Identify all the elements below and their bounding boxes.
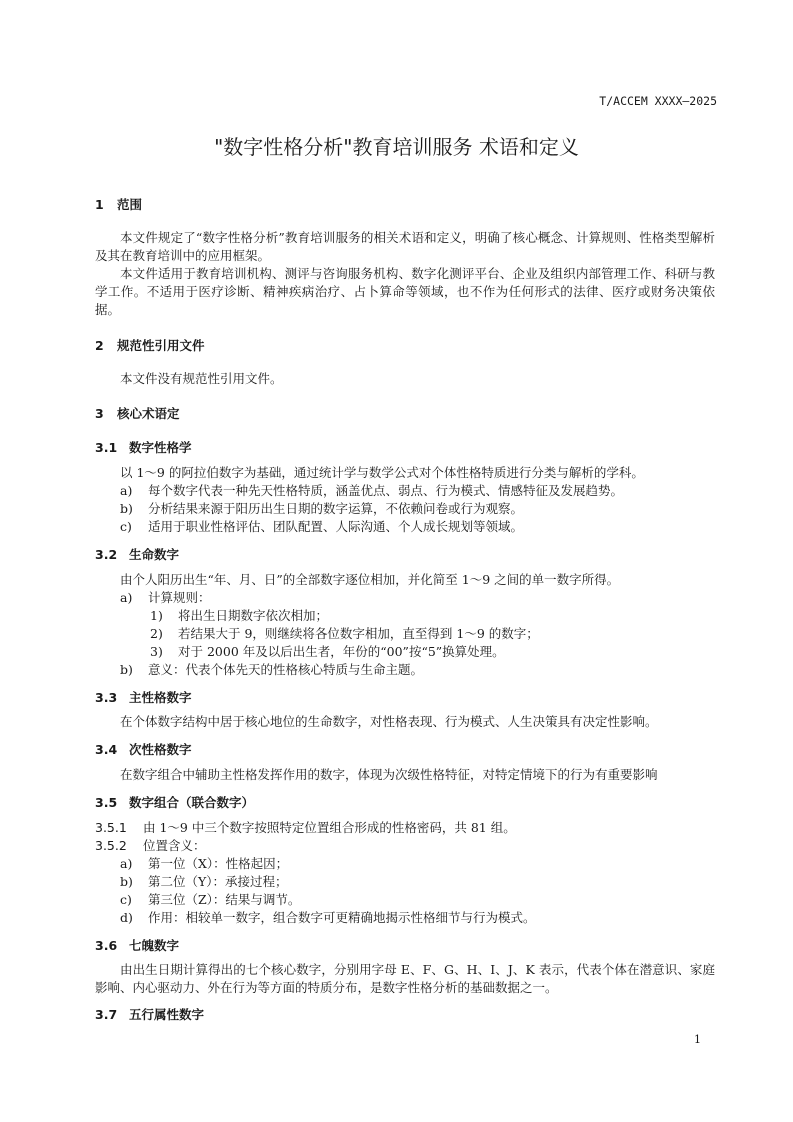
list-marker: 1): [150, 608, 163, 623]
term-number: 3.1: [95, 440, 118, 455]
list-item: [120, 589, 211, 607]
term-number: 3.6: [95, 938, 118, 953]
clause-3-5-1: [95, 819, 516, 837]
term-3-6-definition: 由出生日期计算得出的七个核心数字，分别用字母 E、F、G、H、I、J、K 表示，代表个体在潜意识、家庭影响、内心驱动力、外在行为等方面的特质分布，是数字性格分析的基础数据之一。: [95, 962, 715, 995]
normative-paragraph: 本文件没有规范性引用文件。: [120, 371, 283, 386]
list-marker: b): [120, 874, 133, 889]
list-marker: 2): [150, 626, 163, 641]
list-text: 意义：代表个体先天的性格核心特质与生命主题。: [148, 662, 424, 677]
term-title: 次性格数字: [129, 742, 192, 757]
sub-list-item: [150, 625, 539, 643]
list-text: 若结果大于 9，则继续将各位数字相加，直至得到 1～9 的数字；: [178, 626, 539, 641]
list-item: [120, 909, 536, 927]
list-item: [120, 482, 623, 500]
term-title: 数字性格学: [129, 440, 192, 455]
list-marker: c): [120, 519, 132, 534]
term-number: 3.2: [95, 547, 118, 562]
list-item: [120, 661, 423, 679]
term-number: 3.4: [95, 742, 118, 757]
list-item: [120, 891, 300, 909]
term-number: 3.7: [95, 1007, 118, 1022]
term-title: 主性格数字: [129, 690, 192, 705]
list-text: 分析结果来源于阳历出生日期的数字运算，不依赖问卷或行为观察。: [148, 501, 524, 516]
sub-list-item: [150, 607, 328, 625]
list-item: [120, 518, 523, 536]
clause-number: 3.5.1: [95, 820, 127, 835]
term-3-6-heading: [95, 936, 179, 954]
term-3-2-heading: [95, 545, 179, 563]
page-number: 1: [694, 1033, 701, 1046]
section-number: 3: [95, 406, 104, 421]
list-marker: a): [120, 590, 133, 605]
section-title: 核心术语定: [117, 406, 180, 421]
term-number: 3.3: [95, 690, 118, 705]
term-3-3-heading: [95, 688, 192, 706]
section-title: 范围: [117, 197, 143, 212]
term-3-4-definition: 在数字组合中辅助主性格发挥作用的数字，体现为次级性格特征，对特定情境下的行为有重要影响: [120, 767, 658, 782]
list-marker: b): [120, 501, 133, 516]
section-scope-heading: [95, 195, 142, 213]
section-normative-heading: [95, 336, 205, 354]
section-title: 规范性引用文件: [117, 338, 205, 353]
document-title: "数字性格分析"教育培训服务 术语和定义: [214, 135, 579, 159]
section-terms-heading: [95, 404, 180, 422]
term-title: 五行属性数字: [129, 1007, 205, 1022]
section-number: 2: [95, 338, 104, 353]
clause-text: 由 1～9 中三个数字按照特定位置组合形成的性格密码，共 81 组。: [143, 820, 516, 835]
term-title: 数字组合（联合数字）: [129, 795, 255, 810]
list-text: 每个数字代表一种先天性格特质，涵盖优点、弱点、行为模式、情感特征及发展趋势。: [148, 483, 624, 498]
list-text: 对于 2000 年及以后出生者，年份的“00”按“5”换算处理。: [178, 644, 505, 659]
section-number: 1: [95, 197, 104, 212]
sub-list-item: [150, 643, 505, 661]
list-text: 第二位（Y）：承接过程；: [148, 874, 288, 889]
list-marker: a): [120, 856, 133, 871]
list-text: 计算规则：: [148, 590, 211, 605]
term-title: 七魄数字: [129, 938, 180, 953]
list-text: 第三位（Z）：结果与调节。: [148, 892, 301, 907]
clause-number: 3.5.2: [95, 838, 127, 853]
term-title: 生命数字: [129, 547, 180, 562]
term-3-2-definition: 由个人阳历出生“年、月、日”的全部数字逐位相加，并化简至 1～9 之间的单一数字所得。: [120, 572, 620, 587]
list-marker: c): [120, 892, 132, 907]
list-marker: d): [120, 910, 133, 925]
list-item: [120, 855, 288, 873]
list-marker: 3): [150, 644, 163, 659]
term-number: 3.5: [95, 795, 118, 810]
list-item: [120, 500, 523, 518]
standard-code: T/ACCEM XXXX—2025: [599, 94, 717, 108]
term-3-3-definition: 在个体数字结构中居于核心地位的生命数字，对性格表现、行为模式、人生决策具有决定性影响。: [120, 714, 658, 729]
term-3-4-heading: [95, 740, 192, 758]
list-text: 将出生日期数字依次相加；: [178, 608, 329, 623]
clause-text: 位置含义：: [143, 838, 206, 853]
term-3-7-heading: [95, 1005, 204, 1023]
list-marker: b): [120, 662, 133, 677]
term-3-1-heading: [95, 438, 192, 456]
term-3-1-definition: 以 1～9 的阿拉伯数字为基础，通过统计学与数学公式对个体性格特质进行分类与解析的学科。: [120, 465, 644, 480]
scope-paragraph-2: 本文件适用于教育培训机构、测评与咨询服务机构、数字化测评平台、企业及组织内部管理工作、科研与教学工作。不适用于医疗诊断、精神疾病治疗、占卜算命等领域，也不作为任何形式的法律、医疗或财务决策依据。: [95, 266, 715, 317]
list-marker: a): [120, 483, 133, 498]
clause-3-5-2: [95, 837, 206, 855]
scope-paragraph-1: 本文件规定了“数字性格分析”教育培训服务的相关术语和定义，明确了核心概念、计算规则、性格类型解析及其在教育培训中的应用框架。: [95, 230, 715, 263]
list-item: [120, 873, 288, 891]
list-text: 适用于职业性格评估、团队配置、人际沟通、个人成长规划等领域。: [148, 519, 524, 534]
list-text: 作用：相较单一数字，组合数字可更精确地揭示性格细节与行为模式。: [148, 910, 536, 925]
list-text: 第一位（X）：性格起因；: [148, 856, 289, 871]
term-3-5-heading: [95, 793, 254, 811]
